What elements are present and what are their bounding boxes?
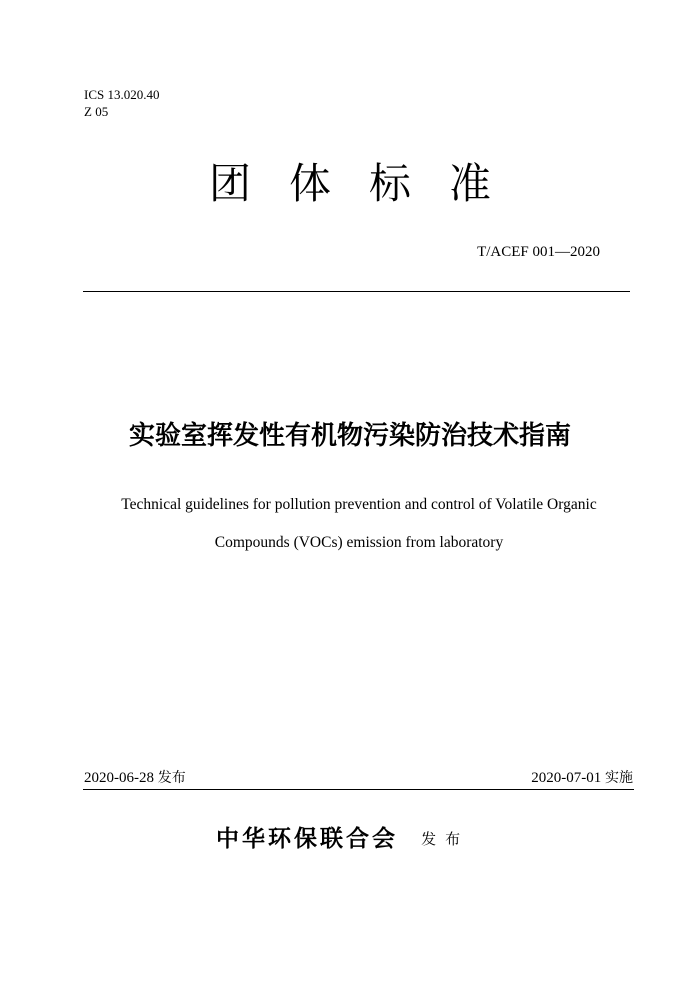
- publisher-line: [216, 823, 469, 855]
- top-divider: [83, 291, 630, 292]
- publisher-label: 发布: [421, 830, 470, 848]
- standard-number: T/ACEF 001—2020: [477, 244, 600, 260]
- document-title-english: [0, 486, 700, 562]
- standard-type-heading: 团体标准: [208, 159, 529, 208]
- issue-date: 2020-06-28: [84, 770, 154, 786]
- document-title-chinese: 实验室挥发性有机物污染防治技术指南: [128, 421, 571, 451]
- implementation-date: 2020-07-01: [531, 770, 602, 786]
- ics-code: ICS 13.020.40: [84, 87, 160, 102]
- english-title-line-1: Technical guidelines for pollution prevention and control of Volatile Organic: [121, 496, 597, 513]
- classification-codes: [84, 86, 159, 120]
- implementation-date-block: [531, 768, 633, 788]
- publisher-organization: 中华环保联合会: [216, 826, 398, 852]
- issue-date-block: [84, 768, 186, 788]
- english-title-line-2: Compounds (VOCs) emission from laboratory: [214, 534, 504, 551]
- ccs-code: Z 05: [84, 104, 109, 119]
- implementation-label: 实施: [605, 770, 633, 786]
- bottom-divider: [83, 789, 634, 790]
- issue-label: 发布: [157, 770, 186, 786]
